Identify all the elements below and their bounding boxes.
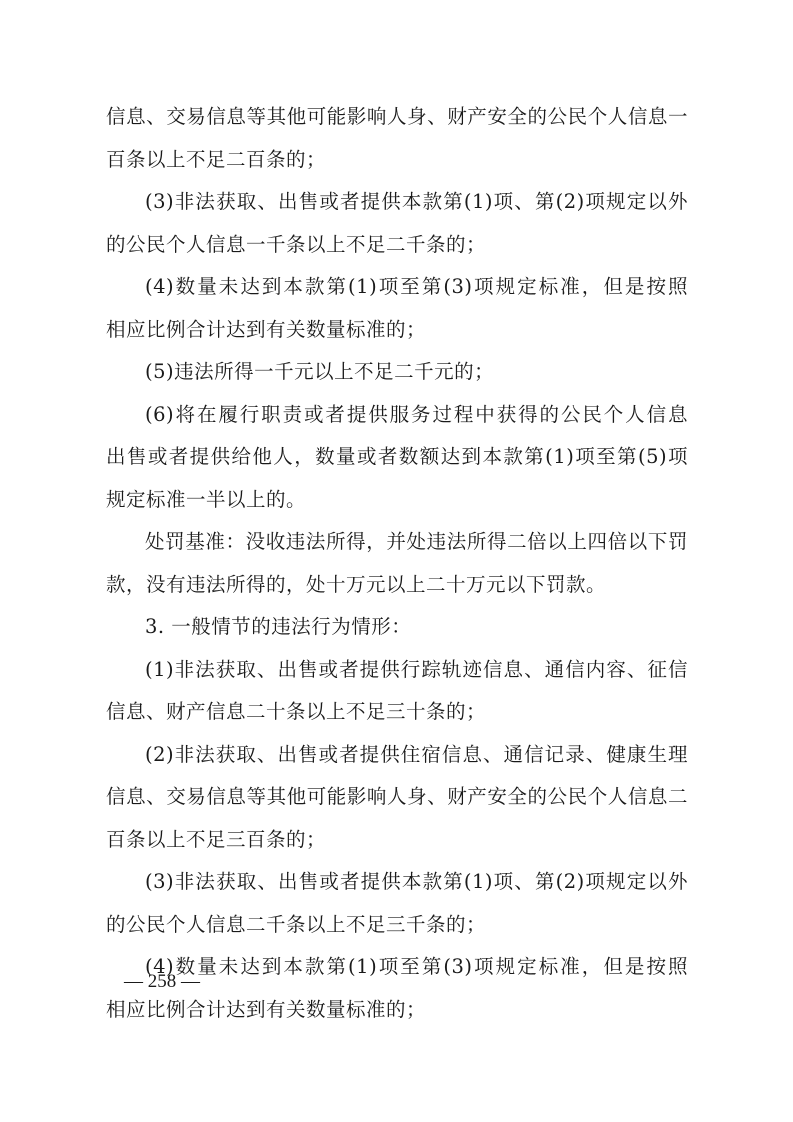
text-line: 相应比例合计达到有关数量标准的； [106, 997, 427, 1021]
text-line: (4)数量未达到本款第(1)项至第(3)项规定标准，但是按照 [145, 955, 688, 978]
text-line: 的公民个人信息二千条以上不足三千条的； [106, 912, 487, 936]
text-line: 处罚基准：没收违法所得，并处违法所得二倍以上四倍以下罚 [145, 530, 688, 553]
text-line: 百条以上不足三百条的； [106, 827, 327, 851]
text-line: (2)非法获取、出售或者提供住宿信息、通信记录、健康生理 [145, 742, 688, 766]
text-line: 出售或者提供给他人，数量或者数额达到本款第(1)项至第(5)项 [106, 445, 688, 468]
text-line: 信息、财产信息二十条以上不足三十条的； [106, 700, 487, 723]
text-line: 信息、交易信息等其他可能影响人身、财产安全的公民个人信息二 [106, 785, 688, 808]
text-line: 信息、交易信息等其他可能影响人身、财产安全的公民个人信息一 [106, 105, 688, 128]
text-line: (3)非法获取、出售或者提供本款第(1)项、第(2)项规定以外 [145, 870, 688, 893]
page-number: — 258 — [124, 971, 200, 992]
text-line: (4)数量未达到本款第(1)项至第(3)项规定标准，但是按照 [145, 275, 688, 298]
text-line: 规定标准一半以上的。 [106, 487, 307, 511]
document-body [106, 96, 688, 1031]
text-line: 相应比例合计达到有关数量标准的； [106, 317, 427, 341]
text-line: 百条以上不足二百条的； [106, 147, 327, 171]
text-line: (5)违法所得一千元以上不足二千元的； [145, 360, 495, 383]
section-heading: 3. 一般情节的违法行为情形： [145, 615, 412, 638]
text-line: 款，没有违法所得的，处十万元以上二十万元以下罚款。 [106, 572, 607, 596]
text-line: 的公民个人信息一千条以上不足二千条的； [106, 232, 487, 256]
text-line: (6)将在履行职责或者提供服务过程中获得的公民个人信息 [145, 402, 688, 426]
text-line: (1)非法获取、出售或者提供行踪轨迹信息、通信内容、征信 [145, 657, 688, 681]
text-line: (3)非法获取、出售或者提供本款第(1)项、第(2)项规定以外 [145, 190, 688, 213]
